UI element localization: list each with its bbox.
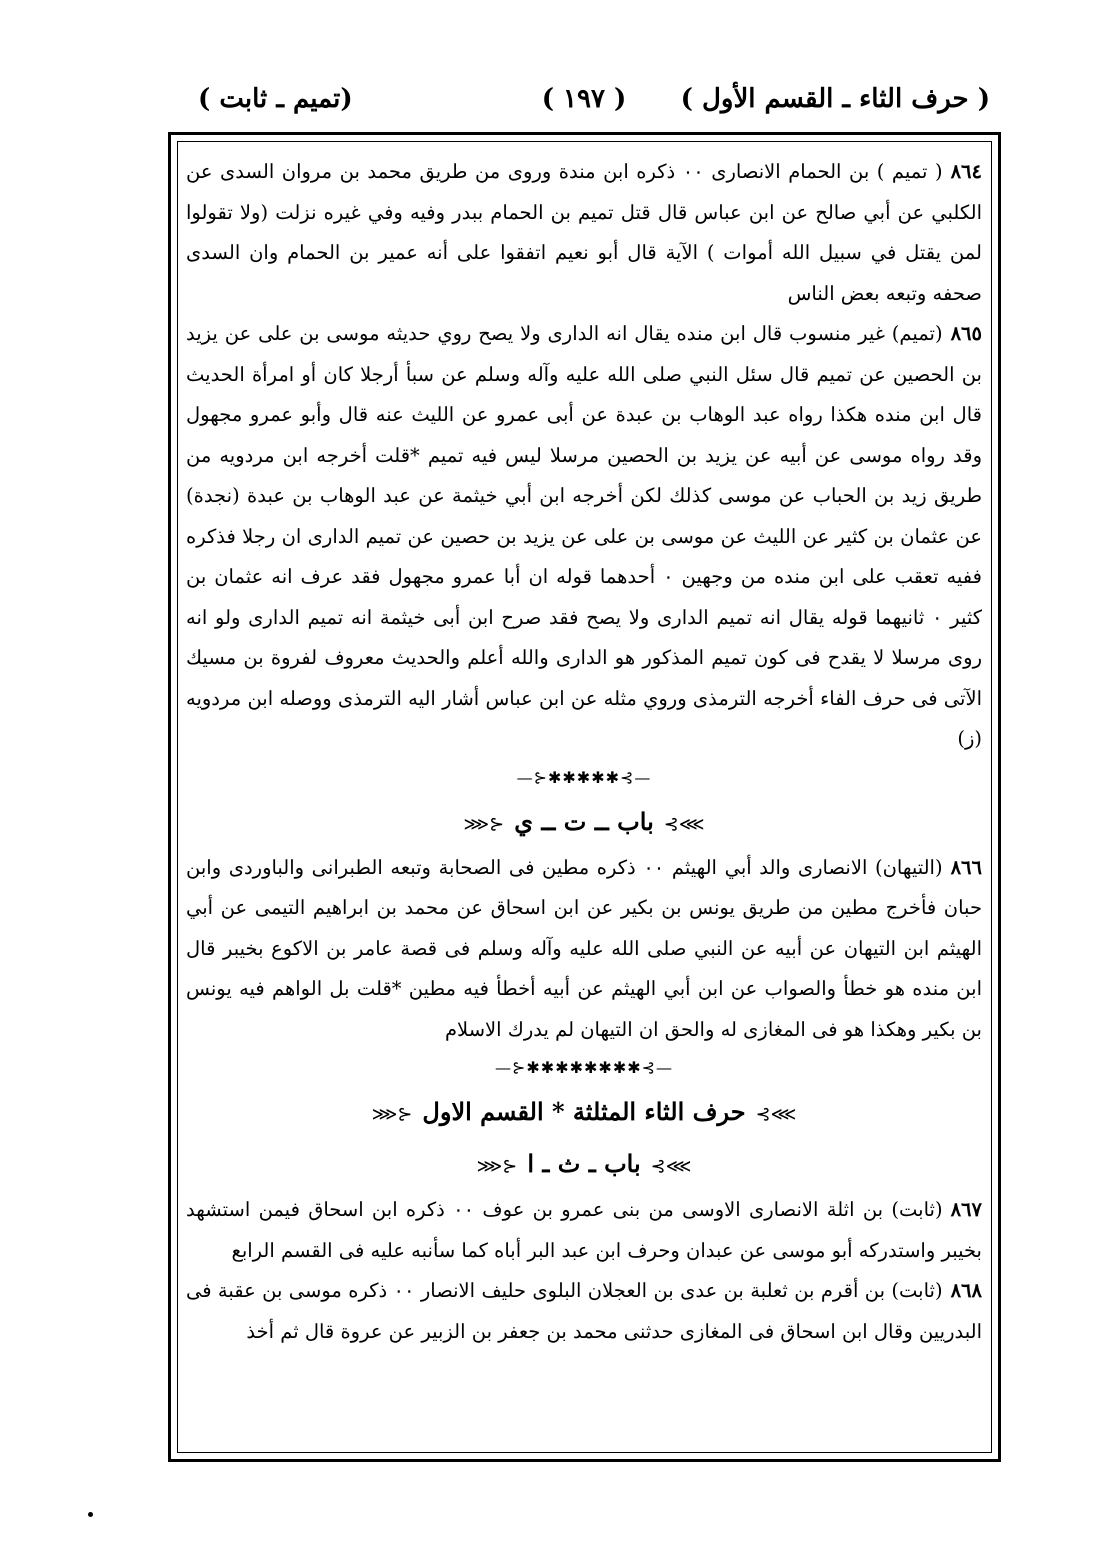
heading-text: باب ـ ث ـ ا	[527, 1149, 641, 1178]
entry-number: ٨٦٨	[950, 1279, 982, 1302]
running-title: ( حرف الثاء ـ القسم الأول )	[680, 84, 990, 114]
entry-866	[186, 848, 982, 1051]
chapter-heading-bab-tay	[186, 796, 982, 848]
ornament-right: ⋙⊱	[650, 1156, 692, 1177]
entry-868	[186, 1271, 982, 1352]
ornament-left: ⊰⋘	[371, 1104, 413, 1125]
entry-864	[186, 152, 982, 314]
heading-text: حرف الثاء المثلثة * القسم الاول	[422, 1097, 746, 1126]
entry-text: (التيهان) الانصارى والد أبي الهيثم ٠٠ ذكره مطين فى الصحابة وتبعه الطبرانى والباوردى وابن حبان فأخرج مطين من طريق يونس بن بكير عن ابن اسحاق عن محمد بن ابراهيم التيمى عن أبي الهيثم ابن التيهان عن أبيه عن النبي صلى الله عليه وآله وسلم فى قصة عامر بن الاكوع بخيبر قال ابن منده هو خطأ والصواب عن ابن أبي الهيثم عن أبيه أخطأ فيه مطين *قلت بل الواهم فيه يونس بن بكير وهكذا هو فى المغازى له والحق ان التيهان لم يدرك الاسلام	[186, 855, 982, 1041]
scan-speck	[88, 1512, 93, 1517]
ornament-left: ⊰⋘	[463, 813, 505, 835]
page-body	[186, 152, 982, 1447]
section-heading	[186, 1086, 982, 1138]
entry-text: (ثابت) بن أقرم بن ثعلبة بن عدى بن العجلان البلوى حليف الانصار ٠٠ ذكره موسى بن عقبة فى البدريين وقال ابن اسحاق فى المغازى حدثنى محمد بن جعفر بن الزبير عن عروة قال ثم أخذ	[186, 1279, 982, 1343]
entry-number: ٨٦٦	[950, 855, 982, 879]
page-header	[178, 84, 990, 132]
ornamental-rule: —⊱✱✱✱✱✱⊰—	[516, 767, 652, 787]
entry-865	[186, 314, 982, 760]
entry-text: (ثابت) بن اثلة الانصارى الاوسى من بنى عمرو بن عوف ٠٠ ذكره ابن اسحاق فيمن استشهد بخيبر واستدركه أبو موسى عن عبدان وحرف ابن عبد البر أباه كما سأنبه عليه فى القسم الرابع	[186, 1198, 982, 1262]
ornament-left: ⊰⋘	[476, 1156, 518, 1177]
running-entry-range: ( تميم ـ ثابت)	[198, 84, 353, 114]
entry-text: (تميم) غير منسوب قال ابن منده يقال انه الدارى ولا يصح روي حديثه موسى بن على عن يزيد بن الحصين عن تميم قال سئل النبي صلى الله عليه وآله وسلم عن سبأ أرجلا كان أو امرأة الحديث قال ابن منده هكذا رواه عبد الوهاب بن عبدة عن أبى عمرو عن الليث عنه قال وأبو عمرو مجهول وقد رواه موسى عن أبيه عن يزيد بن الحصين مرسلا ليس فيه تميم *قلت أخرجه ابن مردويه من طريق زيد بن الحباب عن موسى كذلك لكن أخرجه ابن أبي خيثمة عن عبد الوهاب بن عبدة (نجدة) عن عثمان بن كثير عن الليث عن موسى بن على عن يزيد بن حصين عن تميم الدارى ان رجلا فذكره ففيه تعقب على ابن منده من وجهين ٠ أحدهما قوله ان أبا عمرو مجهول فقد عرف انه عثمان بن كثير ٠ ثانيهما قوله يقال انه تميم الدارى ولا يصح فقد صرح ابن أبى خيثمة انه تميم الدارى ولو انه روى مرسلا لا يقدح فى كون تميم المذكور هو الدارى والله أعلم والحديث معروف لفروة بن مسيك الآتى فى حرف الفاء أخرجه الترمذى وروي مثله عن ابن عباس أشار اليه الترمذى ووصله ابن مردويه (ز)	[186, 322, 982, 750]
entry-number: ٨٦٤	[950, 160, 982, 183]
chapter-heading-bab-tha	[186, 1138, 982, 1190]
ornament-right: ⋙⊱	[755, 1104, 797, 1125]
page-number: ( ١٩٧ )	[541, 84, 627, 114]
ornament-right: ⋙⊱	[663, 813, 705, 835]
ornamental-rule: —⊱✱✱✱✱✱✱✱✱⊰—	[494, 1058, 674, 1077]
entry-text: ( تميم ) بن الحمام الانصارى ٠٠ ذكره ابن مندة وروى من طريق محمد بن مروان السدى عن الكلبي عن أبي صالح عن ابن عباس قال قتل تميم بن الحمام ببدر وفيه وفي غيره نزلت (ولا تقولوا لمن يقتل في سبيل الله أموات ) الآية قال أبو نعيم اتفقوا على أنه عمير بن الحمام وان السدى صحفه وتبعه بعض الناس	[186, 160, 982, 305]
entry-867	[186, 1190, 982, 1271]
entry-number: ٨٦٧	[950, 1198, 982, 1221]
entry-number: ٨٦٥	[950, 322, 982, 345]
heading-text: باب ــ ت ــ ي	[514, 806, 654, 836]
